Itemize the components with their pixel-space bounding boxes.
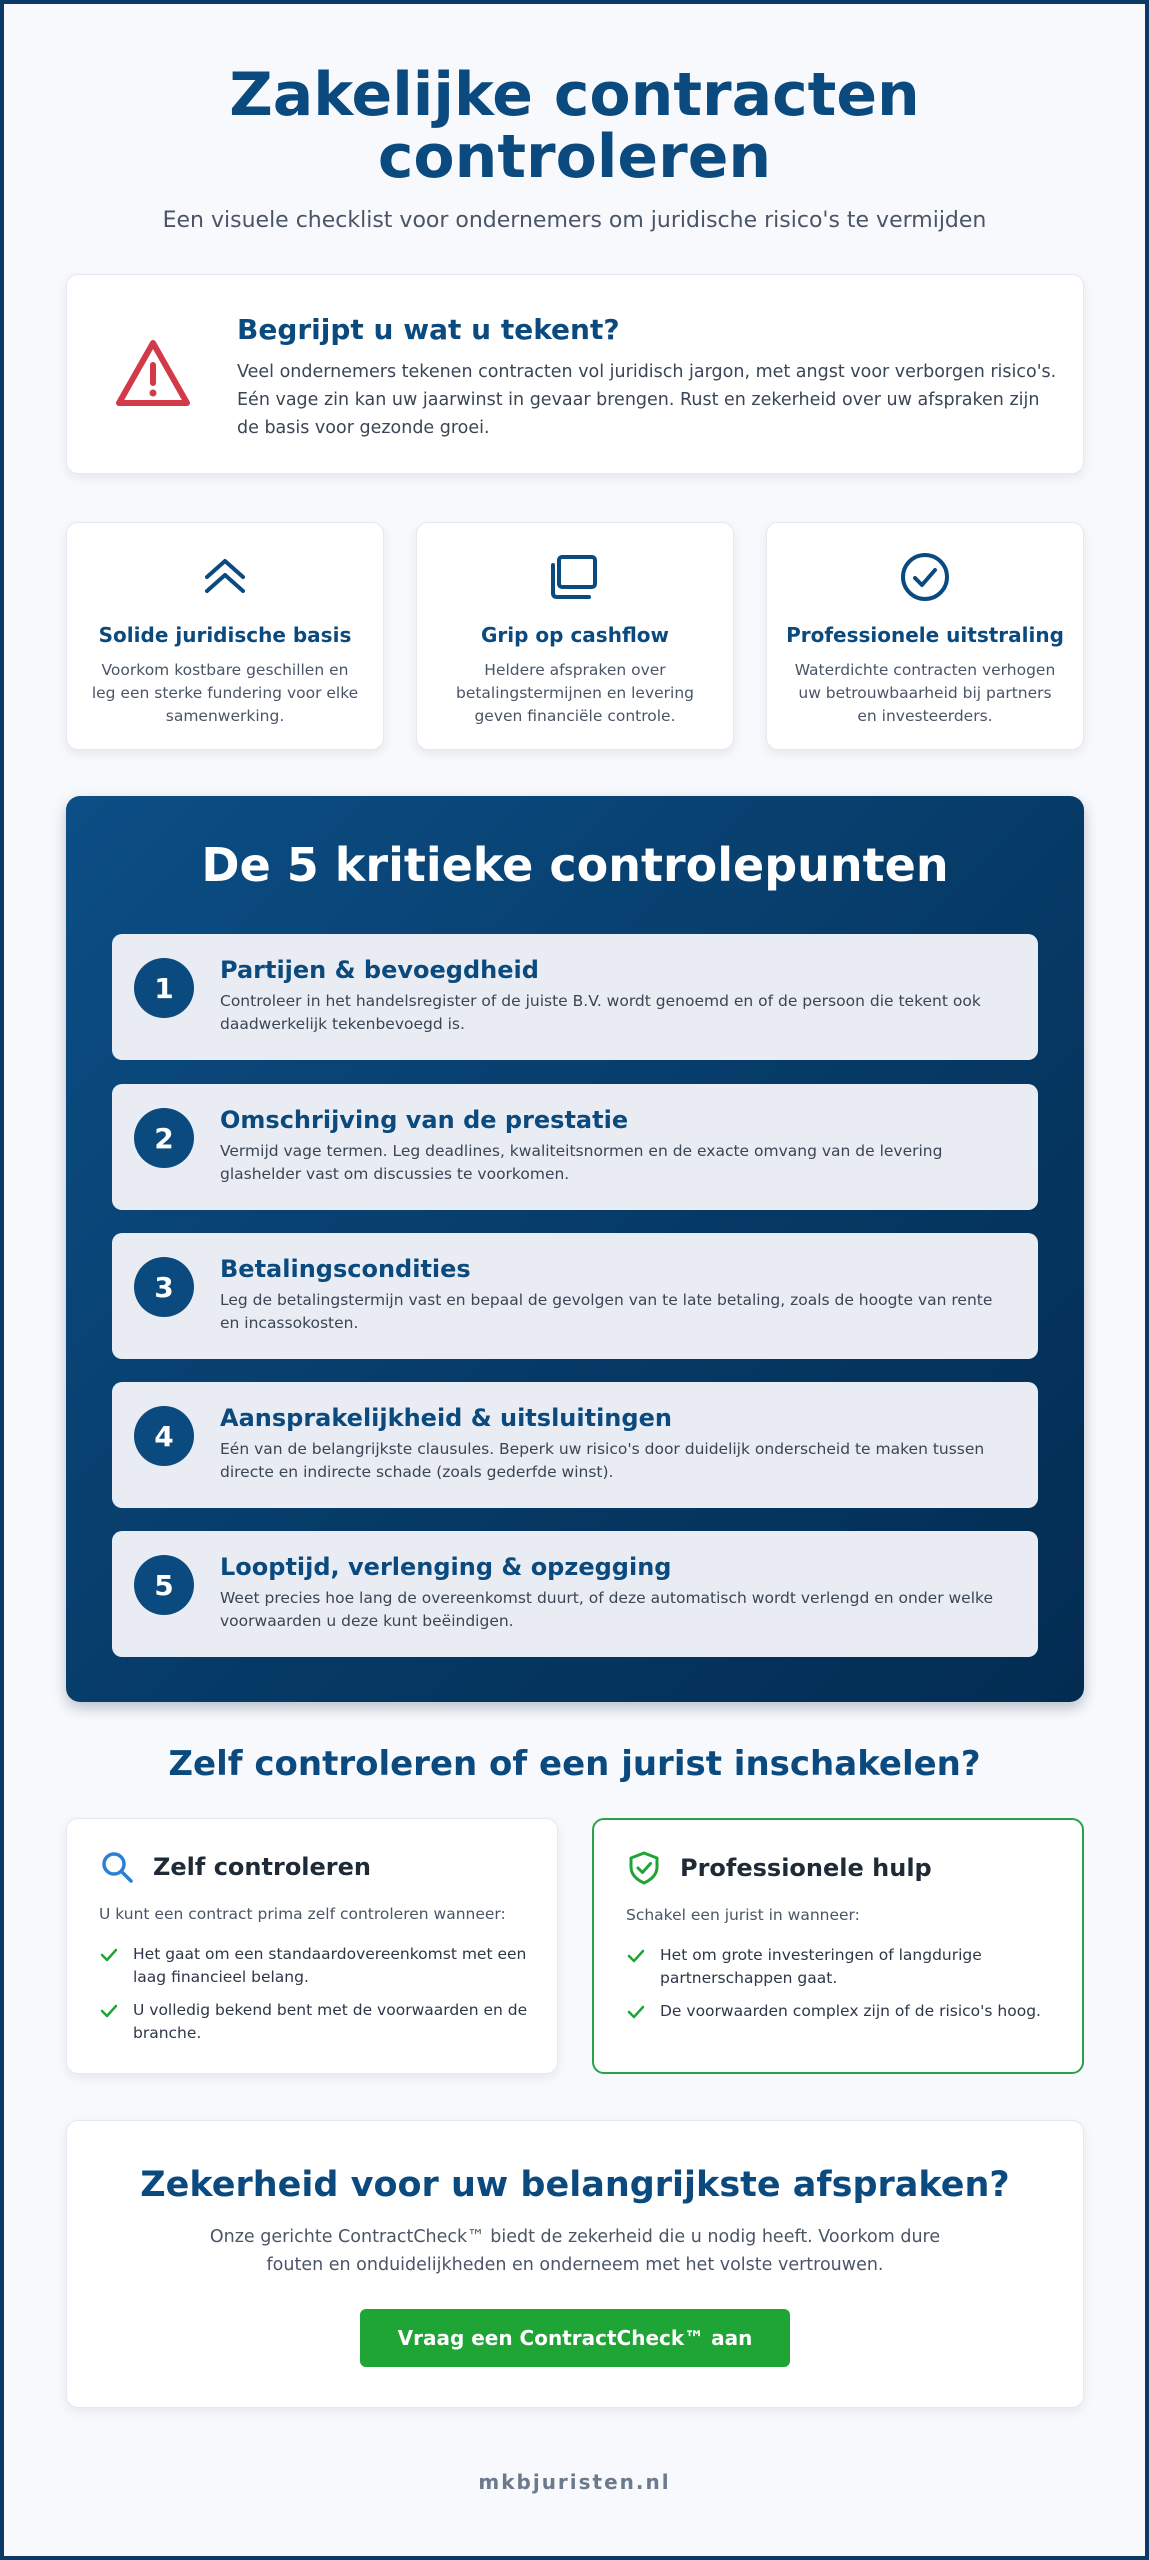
checkpoint-title: Partijen & bevoegdheid — [220, 956, 539, 984]
page-subtitle: Een visuele checklist voor ondernemers om juridische risico's te vermijden — [162, 208, 987, 233]
checkpoint-text: Leg de betalingstermijn vast en bepaal de gevolgen van te late betaling, zoals de hoogte van rente en incassokosten. — [220, 1291, 993, 1332]
cta-card — [66, 2120, 1084, 2408]
self-check-card — [66, 1818, 558, 2074]
checkpoint-title: Betalingscondities — [220, 1255, 471, 1283]
check-icon — [626, 2002, 646, 2022]
checkpoint-item — [112, 1531, 1038, 1657]
checkpoint-item — [112, 934, 1038, 1060]
checkpoint-title: Looptijd, verlenging & opzegging — [220, 1553, 672, 1581]
checkpoint-text: Eén van de belangrijkste clausules. Beperk uw risico's door duidelijk onderscheid te maken tussen directe en indirecte schade (zoals gederfde winst). — [220, 1440, 985, 1481]
checkpoint-number: 4 — [134, 1406, 194, 1466]
check-icon — [99, 1945, 119, 1965]
checkpoints-title: De 5 kritieke controlepunten — [201, 838, 949, 892]
search-icon — [99, 1849, 135, 1885]
checkpoint-title: Aansprakelijkheid & uitsluitingen — [220, 1404, 672, 1432]
checkpoint-number: 3 — [134, 1257, 194, 1317]
checkpoints-panel — [66, 796, 1084, 1702]
self-check-header — [99, 1849, 371, 1885]
benefit-text: Voorkom kostbare geschillen en leg een sterke fundering voor elke samenwerking. — [91, 661, 359, 725]
benefits-row — [66, 522, 1084, 750]
warning-card — [66, 274, 1084, 474]
check-icon — [99, 2001, 119, 2021]
benefit-text: Waterdichte contracten verhogen uw betrouwbaarheid bij partners en investeerders. — [794, 661, 1056, 725]
list-item — [99, 1999, 539, 2045]
checkpoint-item — [112, 1233, 1038, 1359]
documents-icon — [549, 551, 601, 603]
professional-help-header — [626, 1850, 932, 1886]
warning-content — [237, 313, 1057, 442]
professional-help-intro: Schakel een jurist in wanneer: — [626, 1906, 860, 1924]
shield-check-icon — [626, 1850, 662, 1886]
list-item-text: Het gaat om een standaardovereenkomst met een laag financieel belang. — [133, 1945, 527, 1986]
checkpoint-text: Controleer in het handelsregister of de juiste B.V. wordt genoemd en of de persoon die tekent ook daadwerkelijk tekenbevoegd is. — [220, 992, 981, 1033]
list-item-text: Het om grote investeringen of langdurige partnerschappen gaat. — [660, 1946, 982, 1987]
warning-text: Veel ondernemers tekenen contracten vol juridisch jargon, met angst voor verborgen risico's. Eén vage zin kan uw jaarwinst in gevaar brengen. Rust en zekerheid over uw afspraken zijn de basis voor gezonde groei. — [237, 362, 1057, 438]
self-check-intro: U kunt een contract prima zelf controleren wanneer: — [99, 1905, 506, 1923]
checkpoint-title: Omschrijving van de prestatie — [220, 1106, 629, 1134]
warning-title: Begrijpt u wat u tekent? — [237, 313, 620, 346]
list-item — [626, 2000, 1066, 2023]
benefit-card-cashflow — [416, 522, 734, 750]
cta-title: Zekerheid voor uw belangrijkste afspraken? — [140, 2165, 1010, 2205]
benefit-title: Professionele uitstraling — [786, 623, 1064, 647]
footer-site-link[interactable]: mkbjuristen.nl — [478, 2470, 671, 2494]
checkpoint-text: Weet precies hoe lang de overeenkomst duurt, of deze automatisch wordt verlengd en onder welke voorwaarden u deze kunt beëindigen. — [220, 1589, 993, 1630]
checkpoint-item — [112, 1084, 1038, 1210]
benefit-card-professional — [766, 522, 1084, 750]
professional-help-card — [592, 1818, 1084, 2074]
check-icon — [626, 1946, 646, 1966]
benefit-text: Heldere afspraken over betalingstermijnen en levering geven financiële controle. — [455, 661, 695, 725]
double-chevron-up-icon — [199, 551, 251, 603]
list-item-text: U volledig bekend bent met de voorwaarden en de branche. — [133, 2001, 528, 2042]
benefit-card-legal — [66, 522, 384, 750]
benefit-title: Solide juridische basis — [98, 623, 352, 647]
self-check-list — [99, 1943, 539, 2055]
checkpoint-number: 5 — [134, 1555, 194, 1615]
warning-triangle-icon — [111, 333, 195, 417]
page-header — [4, 4, 1145, 233]
check-circle-icon — [899, 551, 951, 603]
request-contractcheck-button[interactable]: Vraag een ContractCheck™ aan — [360, 2309, 790, 2367]
list-item-text: De voorwaarden complex zijn of de risico's hoog. — [660, 2002, 1041, 2020]
professional-help-list — [626, 1944, 1066, 2033]
page-title: Zakelijke contracten controleren — [229, 60, 920, 192]
list-item — [626, 1944, 1066, 1990]
checkpoint-number: 1 — [134, 958, 194, 1018]
checkpoint-text: Vermijd vage termen. Leg deadlines, kwaliteitsnormen en de exacte omvang van de levering glashelder vast om discussies te voorkomen. — [220, 1142, 943, 1183]
cta-text: Onze gerichte ContractCheck™ biedt de zekerheid die u nodig heeft. Voorkom dure fouten en onduidelijkheden en onderneem met het volste vertrouwen. — [209, 2227, 941, 2275]
list-item — [99, 1943, 539, 1989]
checkpoint-item — [112, 1382, 1038, 1508]
professional-help-title: Professionele hulp — [680, 1854, 932, 1882]
checkpoint-number: 2 — [134, 1108, 194, 1168]
self-check-title: Zelf controleren — [153, 1853, 372, 1881]
benefit-title: Grip op cashflow — [481, 623, 669, 647]
comparison-title: Zelf controleren of een jurist inschakelen? — [168, 1744, 981, 1784]
